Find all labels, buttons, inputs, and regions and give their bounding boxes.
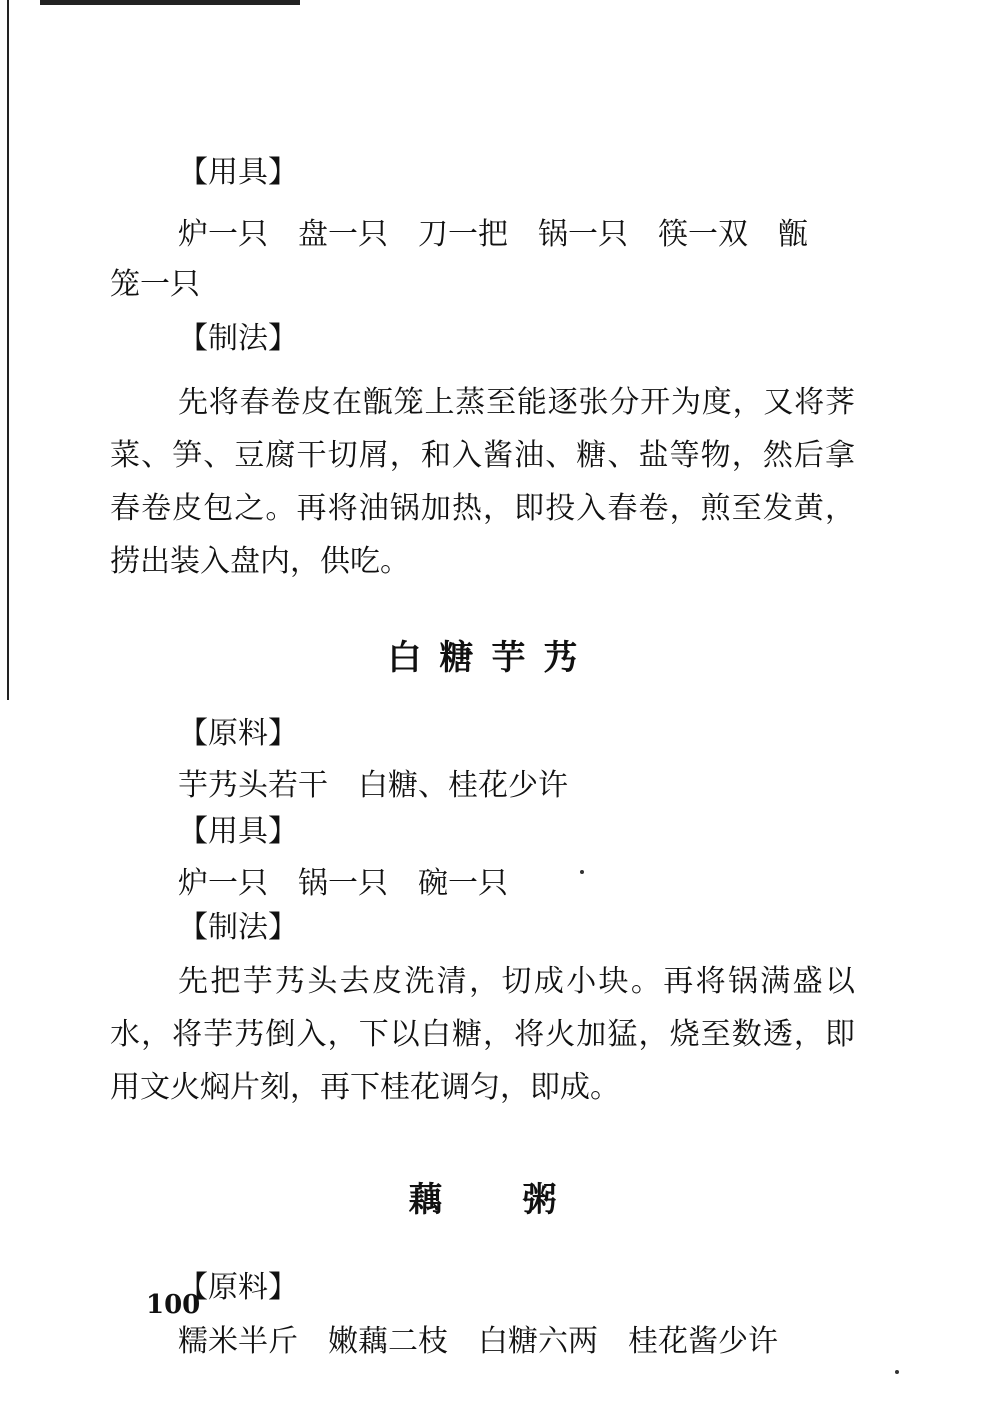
tools-line-1: 炉一只 盘一只 刀一把 锅一只 筷一双 甑 <box>178 217 808 252</box>
method-text-2: 先把芋艿头去皮洗清，切成小块。再将锅满盛以水，将芋艿倒入，下以白糖，将火加猛，烧至数透，即用文火焖片刻，再下桂花调匀，即成。 <box>110 964 855 1105</box>
tools-label-2: 【用具】 <box>178 814 298 849</box>
tools-line-2: 笼一只 <box>110 267 200 302</box>
tools-label-1: 【用具】 <box>178 155 298 190</box>
scan-speck <box>580 870 584 874</box>
ingredients-label-2: 【原料】 <box>178 716 298 751</box>
ingredients-label-3: 【原料】 <box>178 1270 298 1305</box>
ingredients-3: 糯米半斤 嫩藕二枝 白糖六两 桂花酱少许 <box>178 1324 778 1359</box>
tools-2: 炉一只 锅一只 碗一只 <box>178 866 508 901</box>
scan-speck <box>895 1370 899 1374</box>
method-text-1: 先将春卷皮在甑笼上蒸至能逐张分开为度，又将荠菜、笋、豆腐干切屑，和入酱油、糖、盐等物，然后拿春卷皮包之。再将油锅加热，即投入春卷，煎至发黄，捞出装入盘内，供吃。 <box>110 385 855 579</box>
recipe-title-sugar-taro: 白糖芋艿 <box>387 638 596 678</box>
page-edge-left <box>7 0 9 700</box>
method-label-1: 【制法】 <box>178 321 298 356</box>
method-label-2: 【制法】 <box>178 910 298 945</box>
page-content <box>110 150 855 1367</box>
page-number: 100 <box>146 1290 201 1320</box>
recipe-title-lotus-porridge: 藕粥 <box>408 1180 637 1220</box>
page-edge-top <box>40 0 300 5</box>
ingredients-2: 芋艿头若干 白糖、桂花少许 <box>178 768 568 803</box>
